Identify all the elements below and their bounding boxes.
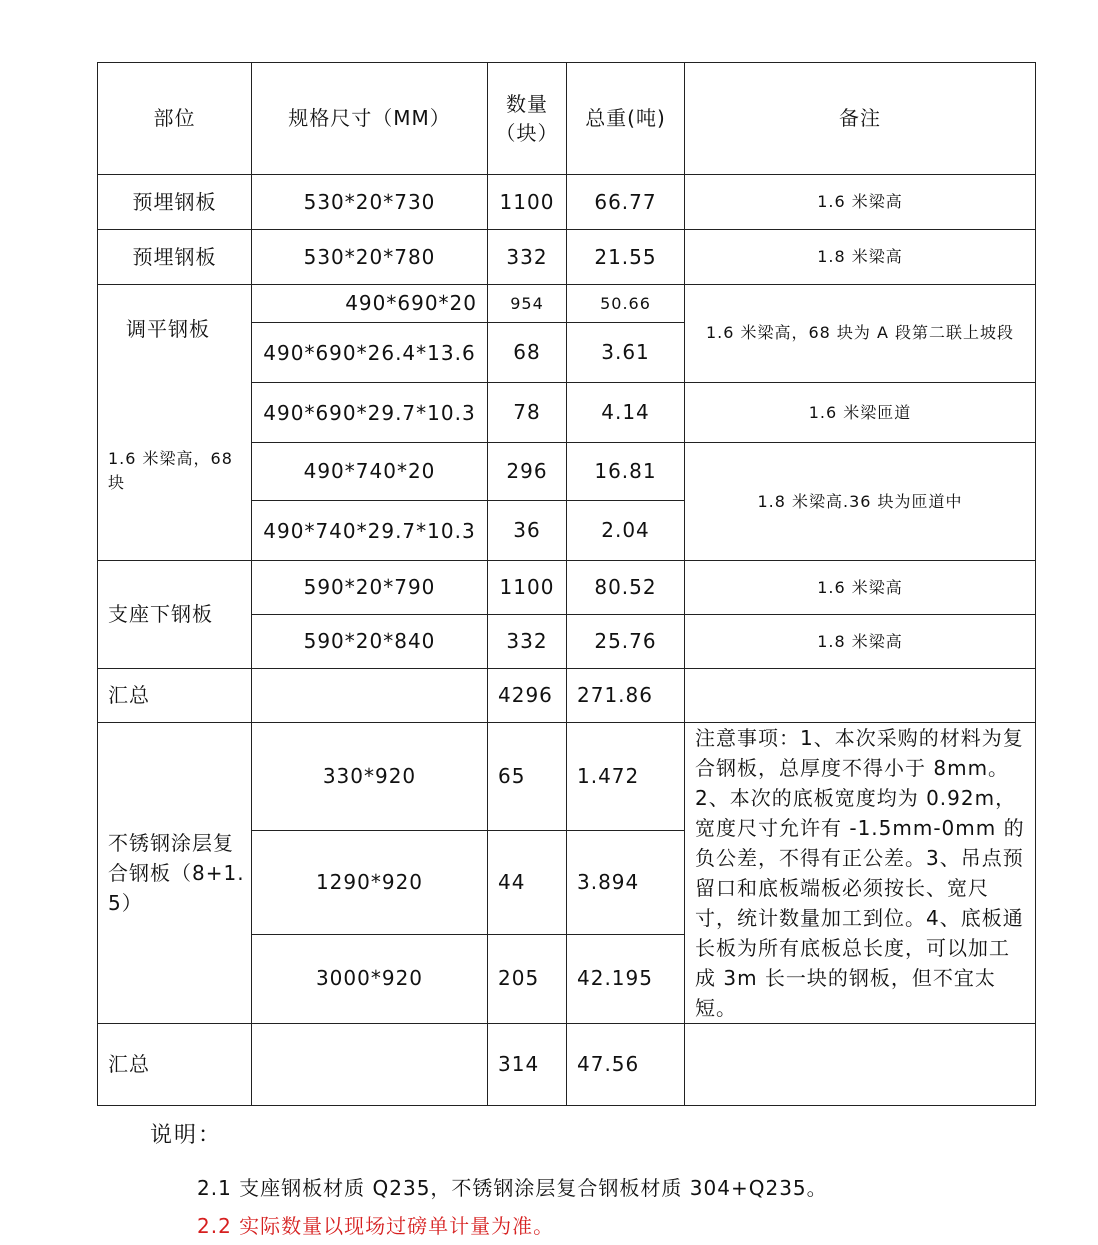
note-cell — [685, 1024, 1036, 1106]
header-note: 备注 — [685, 63, 1036, 175]
weight-cell: 47.56 — [567, 1024, 685, 1106]
weight-cell: 66.77 — [567, 175, 685, 230]
spec-cell: 330*920 — [252, 723, 488, 831]
total-row — [98, 669, 1036, 723]
qty-cell: 78 — [488, 383, 567, 443]
note-cell: 1.6 米梁高 — [685, 175, 1036, 230]
explanation-title: 说明： — [150, 1123, 223, 1148]
spec-cell: 1290*920 — [252, 831, 488, 934]
spec-cell: 490*690*26.4*13.6 — [252, 323, 488, 383]
spec-cell: 490*690*20 — [252, 285, 488, 323]
spec-cell — [252, 669, 488, 723]
note-cell: 1.6 米梁高 — [685, 561, 1036, 615]
qty-cell: 205 — [488, 934, 567, 1023]
weight-cell: 25.76 — [567, 615, 685, 669]
note-cell: 1.6 米梁匝道 — [685, 383, 1036, 443]
qty-cell: 296 — [488, 443, 567, 501]
spec-cell: 490*690*29.7*10.3 — [252, 383, 488, 443]
explanation-item-1: 2.1 支座钢板材质 Q235，不锈钢涂层复合钢板材质 304+Q235。 — [197, 1176, 828, 1200]
explanation-item-2: 2.2 实际数量以现场过磅单计量为准。 — [197, 1214, 555, 1238]
qty-cell: 4296 — [488, 669, 567, 723]
qty-cell: 68 — [488, 323, 567, 383]
weight-cell: 1.472 — [567, 723, 685, 831]
qty-cell: 65 — [488, 723, 567, 831]
weight-cell: 42.195 — [567, 934, 685, 1023]
part-cell-tiaoping — [98, 285, 252, 561]
qty-cell: 332 — [488, 230, 567, 285]
notice-cell: 注意事项：1、本次采购的材料为复合钢板，总厚度不得小于 8mm。2、本次的底板宽度均为 0.92m，宽度尺寸允许有 -1.5mm-0mm 的负公差，不得有正公差。3、吊点预留口和底板端板必须按长、宽尺寸，统计数量加工到位。4、底板通长板为所有底板总长度，可以加工成 3m 长一块的钢板，但不宜太短。 — [685, 723, 1036, 1024]
table-row — [98, 175, 1036, 230]
part-sub-note: 1.6 米梁高，68 块 — [108, 449, 233, 492]
weight-cell: 4.14 — [567, 383, 685, 443]
qty-cell: 44 — [488, 831, 567, 934]
spec-cell: 3000*920 — [252, 934, 488, 1023]
steel-plate-table — [97, 62, 1036, 1106]
header-part: 部位 — [98, 63, 252, 175]
header-spec: 规格尺寸（MM） — [252, 63, 488, 175]
header-row — [98, 63, 1036, 175]
table-row — [98, 723, 1036, 831]
qty-cell: 1100 — [488, 175, 567, 230]
qty-cell: 36 — [488, 501, 567, 561]
spec-cell: 530*20*780 — [252, 230, 488, 285]
spec-cell: 590*20*790 — [252, 561, 488, 615]
weight-cell: 16.81 — [567, 443, 685, 501]
spec-cell: 530*20*730 — [252, 175, 488, 230]
qty-cell: 1100 — [488, 561, 567, 615]
spec-cell: 590*20*840 — [252, 615, 488, 669]
table-row — [98, 285, 1036, 323]
note-cell: 1.8 米梁高 — [685, 615, 1036, 669]
table-row — [98, 561, 1036, 615]
weight-cell: 80.52 — [567, 561, 685, 615]
part-cell: 预埋钢板 — [98, 230, 252, 285]
qty-cell: 954 — [488, 285, 567, 323]
table-row — [98, 230, 1036, 285]
note-cell: 1.8 米梁高.36 块为匝道中 — [685, 443, 1036, 561]
total-row — [98, 1024, 1036, 1106]
weight-cell: 3.894 — [567, 831, 685, 934]
part-cell: 支座下钢板 — [98, 561, 252, 669]
weight-cell: 271.86 — [567, 669, 685, 723]
spec-cell: 490*740*29.7*10.3 — [252, 501, 488, 561]
weight-cell: 3.61 — [567, 323, 685, 383]
qty-cell: 314 — [488, 1024, 567, 1106]
weight-cell: 50.66 — [567, 285, 685, 323]
part-label: 调平钢板 — [126, 317, 210, 341]
weight-cell: 21.55 — [567, 230, 685, 285]
qty-cell: 332 — [488, 615, 567, 669]
part-cell: 不锈钢涂层复合钢板（8+1.5） — [98, 723, 252, 1024]
weight-cell: 2.04 — [567, 501, 685, 561]
spec-cell — [252, 1024, 488, 1106]
spec-cell: 490*740*20 — [252, 443, 488, 501]
note-cell: 1.6 米梁高，68 块为 A 段第二联上坡段 — [685, 285, 1036, 383]
total-label: 汇总 — [98, 669, 252, 723]
note-cell — [685, 669, 1036, 723]
part-cell: 预埋钢板 — [98, 175, 252, 230]
total-label: 汇总 — [98, 1024, 252, 1106]
note-cell: 1.8 米梁高 — [685, 230, 1036, 285]
header-weight: 总重(吨) — [567, 63, 685, 175]
header-qty: 数量（块） — [488, 63, 567, 175]
